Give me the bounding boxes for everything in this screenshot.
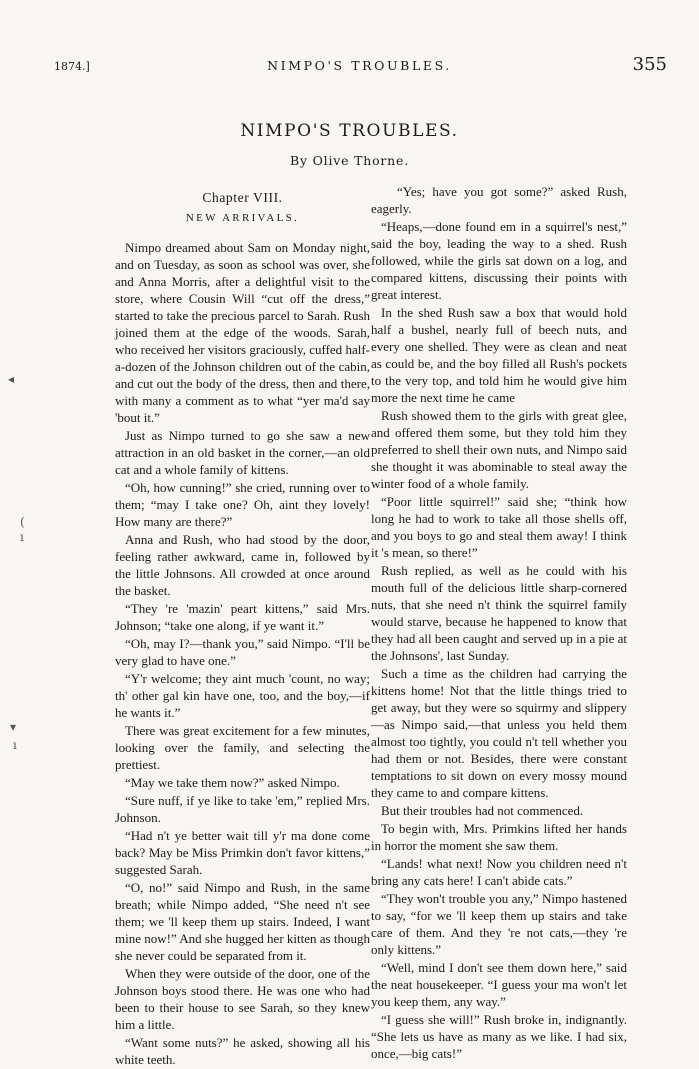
- margin-speck: ◂: [8, 372, 15, 386]
- paragraph: Just as Nimpo turned to go she saw a new attraction in an old basket in the corner,—an old cat and a whole family of kittens.: [115, 428, 370, 477]
- paragraph: “Heaps,—done found em in a squirrel's nest,” said the boy, leading the way to a shed. Rush followed, while the girls sat down on a log, and compared kittens, discussing their points with great interest.: [371, 219, 627, 302]
- paragraph: “Oh, may I?—thank you,” said Nimpo. “I'll be very glad to have one.”: [115, 636, 370, 668]
- paragraph: “Want some nuts?” he asked, showing all his white teeth.: [115, 1035, 370, 1067]
- running-head: [52, 54, 667, 78]
- chapter-subheading: NEW ARRIVALS.: [185, 212, 300, 224]
- running-head-year: 1874.]: [54, 60, 90, 73]
- paragraph: “O, no!” said Nimpo and Rush, in the same breath; while Nimpo added, “She need n't see them; we 'll keep them up stairs. Indeed, I want mine now!” And she hugged her kitten as though she never could be separated from it.: [115, 880, 370, 963]
- right-column: [371, 183, 627, 1063]
- paragraph: In the shed Rush saw a box that would hold half a bushel, nearly full of beech nuts, and every one shelled. They were as clean and neat as could be, and the boy filled all Rush's pockets to the very top, and told him he would give him more the next time he came: [371, 305, 627, 405]
- paragraph: “I guess she will!” Rush broke in, indignantly. “She lets us have as many as we like. I had six, once,—big cats!”: [371, 1012, 627, 1061]
- paragraph: Rush showed them to the girls with great glee, and offered them some, but they told him they preferred to shell their own nuts, and Nimpo said she thought it was abominable to steal away the winter food of a whole family.: [371, 408, 627, 491]
- paragraph: Anna and Rush, who had stood by the door, feeling rather awkward, came in, followed by the little Johnsons. All crowded at once around the basket.: [115, 532, 370, 598]
- paragraph: When they were outside of the door, one of the Johnson boys stood there. He was one who had been to their house to see Sarah, so they knew him a little.: [115, 966, 370, 1032]
- paragraph: To begin with, Mrs. Primkins lifted her hands in horror the moment she saw them.: [371, 821, 627, 853]
- byline: By Olive Thorne.: [289, 153, 409, 168]
- running-head-title: NIMPO'S TROUBLES.: [267, 58, 452, 73]
- chapter-heading: Chapter VIII.: [202, 190, 283, 205]
- paragraph: “Sure nuff, if ye like to take 'em,” replied Mrs. Johnson.: [115, 793, 370, 825]
- paragraph: Nimpo dreamed about Sam on Monday night, and on Tuesday, as soon as school was over, she and Anna Morris, after a delightful visit to the store, where Cousin Will “cut off the dress,” started to take the precious parcel to Sarah. Rush joined them at the edge of the woods. Sarah, who received her visitors graciously, cuffed half-a-dozen of the Johnson children out of the cabin, and cut out the body of the dress, then and there, with many a comment as to what “yer ma'd say 'bout it.”: [115, 240, 370, 425]
- paragraph: “Oh, how cunning!” she cried, running over to them; “may I take one? Oh, aint they lovely! How many are there?”: [115, 480, 370, 529]
- margin-speck: ı: [20, 530, 24, 544]
- paragraph: “Yes; have you got some?” asked Rush, eagerly.: [371, 184, 627, 216]
- paragraph: There was great excitement for a few minutes, looking over the family, and selecting the prettiest.: [115, 723, 370, 772]
- margin-speck: ▾: [10, 720, 17, 734]
- paragraph: “Poor little squirrel!” said she; “think how long he had to work to take all those shells off, and you boys to go and steal them away! I think it 's mean, so there!”: [371, 494, 627, 560]
- paragraph: Such a time as the children had carrying the kittens home! Not that the little things tried to get away, but they were so squirmy and slippery—as Nimpo said,—that unless you held them almost too tightly, you could n't tell whether you had them or not. Besides, there were constant temptations to sit down on every mossy mound they came to and compare kittens.: [371, 666, 627, 800]
- page-number: 355: [632, 54, 667, 75]
- paragraph: “Y'r welcome; they aint much 'count, no way; th' other gal kin have one, too, and the boy,—if he wants it.”: [115, 671, 370, 720]
- paragraph: Rush replied, as well as he could with his mouth full of the delicious little sharp-cornered nuts, that she need n't think the squirrel family would starve, because he happened to know that they had all been caught and served up in a pie at the Johnsons', last Sunday.: [371, 563, 627, 663]
- margin-speck: (: [20, 515, 25, 529]
- paragraph: “Well, mind I don't see them down here,” said the neat housekeeper. “I guess your ma won't let you keep them, any way.”: [371, 960, 627, 1009]
- article-title: NIMPO'S TROUBLES.: [240, 121, 459, 141]
- left-column: [115, 183, 370, 1069]
- paragraph: But their troubles had not commenced.: [381, 803, 584, 818]
- paragraph: “They won't trouble you any,” Nimpo hastened to say, “for we 'll keep them up stairs and take care of them. And they 're not cats,—they 're only kittens.”: [371, 891, 627, 957]
- paragraph: “They 're 'mazin' peart kittens,” said Mrs. Johnson; “take one along, if ye want it.”: [115, 601, 370, 633]
- margin-speck: ı: [13, 738, 17, 752]
- paragraph: “Had n't ye better wait till y'r ma done come back? May be Miss Primkin don't favor kittens,” suggested Sarah.: [115, 828, 370, 877]
- paragraph: “Lands! what next! Now you children need n't bring any cats here! I can't abide cats.”: [371, 856, 627, 888]
- paragraph: “May we take them now?” asked Nimpo.: [125, 775, 340, 790]
